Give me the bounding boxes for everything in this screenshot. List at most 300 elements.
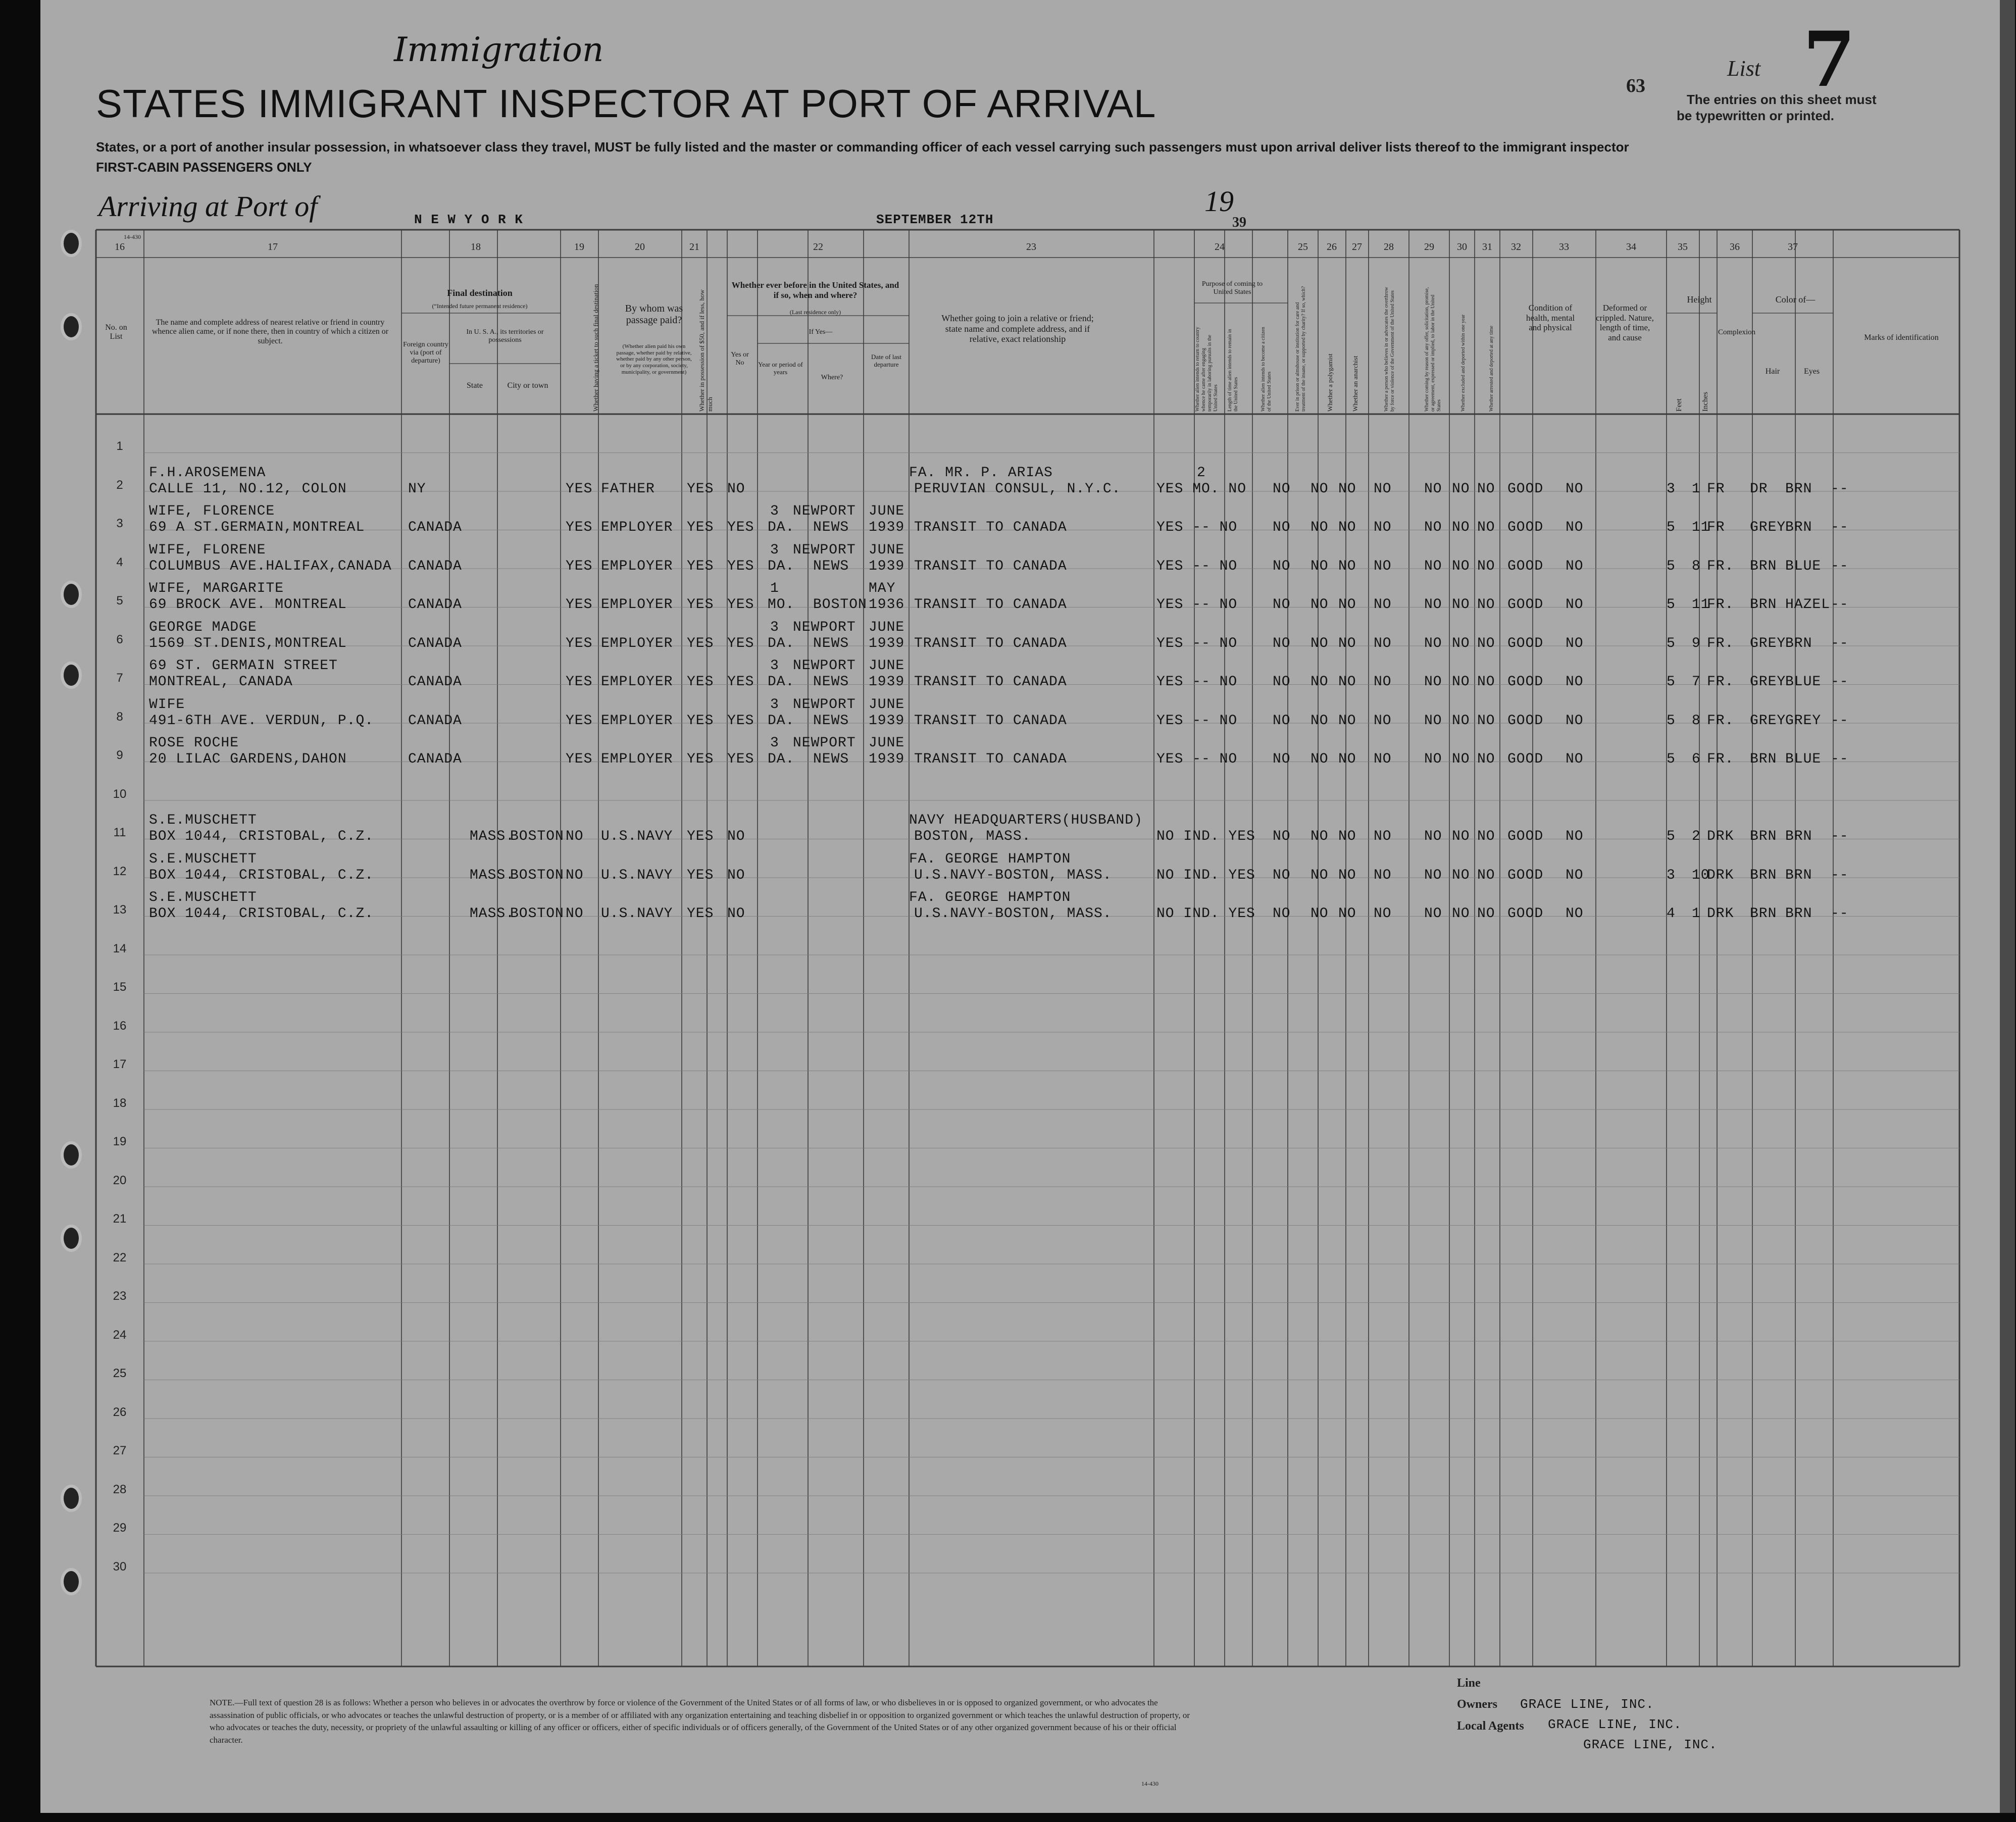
entry-years-top: 1 (770, 581, 779, 596)
entry-marks: -- (1831, 597, 1849, 613)
entry-inches: 10 (1692, 867, 1710, 883)
entry-purpose: NO IND. YES (1156, 829, 1255, 844)
entry-complexion: FR. (1707, 674, 1734, 690)
hdr-purpose: Purpose of coming to United States (1201, 280, 1263, 296)
hdr-passage: By whom was passage paid? (625, 303, 683, 326)
entry-foreign: CANADA (408, 751, 462, 767)
entry-name: WIFE, FLORENE (149, 542, 266, 558)
entry-q30: NO (1452, 520, 1470, 535)
entry-foreign: CANADA (408, 597, 462, 613)
entry-complexion: FR (1707, 520, 1725, 535)
column-number: 24 (1215, 241, 1225, 252)
entry-where: NEWS (813, 751, 849, 767)
hdr-foreign: Foreign country via (port of departure) (403, 341, 448, 365)
entry-hair: BRN (1750, 906, 1777, 922)
entry-health: GOOD (1507, 481, 1544, 497)
entry-where-top: NEWPORT (793, 503, 856, 519)
entry-address: 69 A ST.GERMAIN,MONTREAL (149, 520, 365, 535)
entry-q29: NO (1424, 829, 1442, 844)
entry-name: S.E.MUSCHETT (149, 813, 257, 828)
entry-anarch: NO (1338, 751, 1356, 767)
entry-hair: GREY (1750, 520, 1786, 535)
entry-date: 1939 (869, 751, 905, 767)
agents-value: GRACE LINE, INC. (1548, 1717, 1682, 1732)
entry-ticket: YES (566, 520, 593, 535)
entry-anarch: NO (1338, 520, 1356, 535)
entry-date-top: JUNE (869, 696, 905, 713)
entry-anarch: NO (1338, 829, 1356, 844)
column-number: 31 (1482, 241, 1492, 252)
entry-prison: NO (1273, 867, 1291, 883)
entry-q31: NO (1477, 713, 1495, 729)
entry-where-top: NEWPORT (793, 542, 856, 558)
hdr-final-note: (“Intended future permanent residence) (432, 302, 528, 310)
row-number: 22 (113, 1250, 127, 1264)
entry-name: WIFE (149, 696, 185, 713)
entry-date-top: JUNE (869, 735, 905, 751)
hdr-condition: Condition of health, mental and physical (1526, 303, 1575, 333)
entry-address: 20 LILAC GARDENS,DAHON (149, 751, 347, 767)
hdr-color-of: Color of— (1775, 294, 1816, 305)
year-prefix: 19 (1204, 185, 1234, 218)
entry-polyg: NO (1311, 597, 1329, 613)
hdr-q28: Whether a person who believes in or advocates the overthrow by force or violence of the Government of the United States (1384, 287, 1395, 412)
hdr-complexion: Complexion (1718, 328, 1756, 336)
entry-health: GOOD (1507, 674, 1544, 690)
entry-before: NO (727, 867, 745, 883)
entry-q29: NO (1424, 597, 1442, 613)
entry-state: MASS. (470, 829, 515, 844)
column-number: 23 (1026, 241, 1036, 252)
row-number: 27 (113, 1444, 127, 1457)
entry-prison: NO (1273, 558, 1291, 574)
entry-eyes: BLUE (1785, 558, 1822, 574)
column-number: 21 (689, 241, 699, 252)
entry-q28: NO (1374, 635, 1392, 651)
arrival-date: SEPTEMBER 12TH (876, 212, 994, 227)
entry-feet: 5 (1667, 635, 1676, 651)
manifest-sheet (40, 0, 2000, 1813)
entry-hair: BRN (1750, 558, 1777, 574)
entry-marks: -- (1831, 829, 1849, 844)
entry-feet: 5 (1667, 751, 1676, 767)
entry-deformed: NO (1566, 829, 1584, 844)
entry-date: 1939 (869, 558, 905, 574)
entry-inches: 7 (1692, 674, 1701, 690)
entry-anarch: NO (1338, 597, 1356, 613)
arriving-label: Arriving at Port of (98, 190, 318, 223)
entry-date-top: MAY (869, 581, 896, 596)
entry-address: 491-6TH AVE. VERDUN, P.Q. (149, 713, 374, 729)
entry-q29: NO (1424, 751, 1442, 767)
entry-paid: EMPLOYER (601, 713, 673, 729)
entry-years-top: 3 (770, 503, 779, 519)
entry-join: TRANSIT TO CANADA (914, 520, 1067, 535)
entry-marks: -- (1831, 906, 1849, 922)
entry-eyes: BRN (1785, 481, 1812, 497)
row-number: 28 (113, 1482, 127, 1496)
row-number: 24 (113, 1328, 127, 1342)
hdr-feet: Feet (1675, 398, 1683, 412)
entry-address: BOX 1044, CRISTOBAL, C.Z. (149, 829, 374, 844)
entry-marks: -- (1831, 635, 1849, 651)
entry-inches: 11 (1692, 520, 1710, 535)
entry-q29: NO (1424, 674, 1442, 690)
entry-years-top: 3 (770, 658, 779, 674)
entry-feet: 3 (1667, 481, 1676, 497)
entry-where: NEWS (813, 635, 849, 651)
entry-date-top: JUNE (869, 619, 905, 635)
row-number: 9 (116, 748, 123, 762)
entry-q30: NO (1452, 867, 1470, 883)
entry-before: YES (727, 520, 754, 535)
entry-q29: NO (1424, 520, 1442, 535)
entry-paid: EMPLOYER (601, 751, 673, 767)
entry-ticket: NO (566, 867, 584, 883)
entry-ticket: YES (566, 635, 593, 651)
agents-value-2: GRACE LINE, INC. (1583, 1737, 1718, 1752)
instructions: States, or a port of another insular possession, in whatsoever class they travel, MUST be fully listed and the master or commanding officer of each vessel carrying such passengers must upon arrival deliver lists thereof to the immigrant inspector (96, 139, 1629, 155)
column-number: 28 (1384, 241, 1394, 252)
hdr-eyes: Eyes (1803, 367, 1820, 376)
entry-q31: NO (1477, 481, 1495, 497)
hdr-no-on-list: No. on List (105, 323, 127, 341)
binder-hole (61, 230, 82, 257)
entry-deformed: NO (1566, 751, 1584, 767)
entry-q29: NO (1424, 713, 1442, 729)
entry-purpose-top: 2 (1197, 465, 1206, 481)
entry-join: TRANSIT TO CANADA (914, 558, 1067, 574)
footer-form-code: 14-430 (1141, 1780, 1158, 1787)
column-number: 25 (1298, 241, 1308, 252)
entry-deformed: NO (1566, 481, 1584, 497)
hdr-ever-before: Whether ever before in the United States, and if so, when and where? (731, 280, 899, 300)
entry-years: DA. (768, 674, 795, 690)
entry-join: TRANSIT TO CANADA (914, 635, 1067, 651)
row-number: 26 (113, 1405, 127, 1419)
row-number: 3 (116, 517, 123, 530)
entry-q30: NO (1452, 829, 1470, 844)
hdr-anarchist: Whether an anarchist (1351, 356, 1359, 412)
entry-eyes: BLUE (1785, 674, 1822, 690)
entry-state: MASS. (470, 867, 515, 883)
page-title: STATES IMMIGRANT INSPECTOR AT PORT OF ARRIVAL (96, 81, 1156, 126)
entry-paid: EMPLOYER (601, 674, 673, 690)
entry-eyes: GREY (1785, 713, 1822, 729)
hdr-inches: Inches (1701, 391, 1709, 412)
entry-years: MO. (768, 597, 795, 613)
entry-before: YES (727, 713, 754, 729)
entry-purpose: NO IND. YES (1156, 906, 1255, 922)
entry-ticket: YES (566, 481, 593, 497)
entry-paid: EMPLOYER (601, 635, 673, 651)
entry-where-top: NEWPORT (793, 658, 856, 674)
hdr-purpose-a: Whether alien intends to return to country whence he came after engaging temporarily in laboring pursuits in the United States (1195, 327, 1219, 412)
entry-date: 1936 (869, 597, 905, 613)
entry-feet: 5 (1667, 597, 1676, 613)
column-number: 16 (115, 241, 125, 252)
entry-hair: GREY (1750, 635, 1786, 651)
entry-purpose: YES -- NO (1156, 520, 1238, 535)
column-number: 20 (635, 241, 645, 252)
owners-label: Owners (1457, 1698, 1497, 1711)
entry-name: GEORGE MADGE (149, 619, 257, 635)
entry-paid: EMPLOYER (601, 597, 673, 613)
entry-health: GOOD (1507, 751, 1544, 767)
entry-q29: NO (1424, 906, 1442, 922)
hdr-where: Where? (821, 374, 843, 381)
entry-purpose: YES -- NO (1156, 674, 1238, 690)
entry-prison: NO (1273, 751, 1291, 767)
entry-polyg: NO (1311, 558, 1329, 574)
row-number: 12 (113, 864, 127, 878)
entry-years-top: 3 (770, 696, 779, 713)
entry-ticket: NO (566, 906, 584, 922)
entry-q29: NO (1424, 635, 1442, 651)
row-number: 5 (116, 594, 123, 608)
entry-years: DA. (768, 520, 795, 535)
line-label: Line (1457, 1677, 1481, 1690)
entry-foreign: CANADA (408, 558, 462, 574)
entry-q29: NO (1424, 558, 1442, 574)
entry-feet: 5 (1667, 558, 1676, 574)
entry-purpose: YES -- NO (1156, 558, 1238, 574)
entry-where-top: NEWPORT (793, 696, 856, 713)
entry-city: BOSTON (510, 829, 564, 844)
entry-complexion: FR (1707, 481, 1725, 497)
hdr-name-address: The name and complete address of nearest relative or friend in country whence alien came, or if none there, then in country of which a citizen or subject. (152, 318, 389, 345)
entry-address: 69 BROCK AVE. MONTREAL (149, 597, 347, 613)
port-name: N E W Y O R K (414, 212, 523, 227)
entry-q31: NO (1477, 906, 1495, 922)
entry-ticket: YES (566, 751, 593, 767)
entry-before: YES (727, 674, 754, 690)
entry-marks: -- (1831, 867, 1849, 883)
entry-marks: -- (1831, 713, 1849, 729)
hdr-year-period: Year or period of years (758, 361, 803, 376)
entry-where-top: NEWPORT (793, 735, 856, 751)
entry-health: GOOD (1507, 829, 1544, 844)
binder-hole (61, 1485, 82, 1512)
entry-paid: EMPLOYER (601, 520, 673, 535)
entry-q28: NO (1374, 713, 1392, 729)
entry-q30: NO (1452, 751, 1470, 767)
row-number: 4 (116, 555, 123, 569)
entry-q30: NO (1452, 713, 1470, 729)
entry-date-top: JUNE (869, 658, 905, 674)
entry-foreign: NY (408, 481, 426, 497)
row-number: 10 (113, 787, 127, 801)
entry-marks: -- (1831, 751, 1849, 767)
entry-hair: BRN (1750, 597, 1777, 613)
entry-inches: 9 (1692, 635, 1701, 651)
row-number: 18 (113, 1096, 127, 1110)
agents-label: Local Agents (1457, 1719, 1524, 1733)
entry-eyes: BLUE (1785, 751, 1822, 767)
entry-join-top: FA. GEORGE HAMPTON (909, 851, 1071, 867)
binder-hole (61, 1225, 82, 1252)
column-number: 19 (574, 241, 584, 252)
column-number: 34 (1626, 241, 1636, 252)
entry-marks: -- (1831, 674, 1849, 690)
entry-inches: 2 (1692, 829, 1701, 844)
entry-money: YES (687, 867, 714, 883)
entry-inches: 8 (1692, 713, 1701, 729)
entry-address: 1569 ST.DENIS,MONTREAL (149, 635, 347, 651)
entry-money: YES (687, 713, 714, 729)
entry-state: MASS. (470, 906, 515, 922)
entry-hair: GREY (1750, 713, 1786, 729)
entry-polyg: NO (1311, 674, 1329, 690)
entry-health: GOOD (1507, 713, 1544, 729)
entry-city: BOSTON (510, 906, 564, 922)
class-line: FIRST-CABIN PASSENGERS ONLY (96, 160, 312, 175)
entry-q30: NO (1452, 906, 1470, 922)
entry-before: NO (727, 829, 745, 844)
hdr-state: State (467, 381, 483, 390)
entry-where: BOSTON (813, 597, 867, 613)
entry-join: BOSTON, MASS. (914, 829, 1031, 844)
entry-where: NEWS (813, 674, 849, 690)
entry-years-top: 3 (770, 542, 779, 558)
entry-before: YES (727, 635, 754, 651)
year-suffix: 39 (1232, 215, 1246, 230)
entry-marks: -- (1831, 481, 1849, 497)
entry-marks: -- (1831, 520, 1849, 535)
entry-where: NEWS (813, 713, 849, 729)
entry-q28: NO (1374, 520, 1392, 535)
entry-years: DA. (768, 713, 795, 729)
binder-hole (61, 581, 82, 608)
entry-join-top: FA. MR. P. ARIAS (909, 465, 1053, 481)
row-number: 7 (116, 671, 123, 685)
entry-name: WIFE, MARGARITE (149, 581, 284, 596)
entry-polyg: NO (1311, 520, 1329, 535)
entry-feet: 4 (1667, 906, 1676, 922)
entry-eyes: HAZEL (1785, 597, 1831, 613)
entry-paid: U.S.NAVY (601, 867, 673, 883)
hdr-q30: Whether excluded and deported within one year (1460, 314, 1466, 412)
entry-complexion: FR. (1707, 713, 1734, 729)
entry-ticket: YES (566, 558, 593, 574)
entry-q30: NO (1452, 597, 1470, 613)
entry-purpose: NO IND. YES (1156, 867, 1255, 883)
column-number: 17 (268, 241, 278, 252)
column-number: 27 (1352, 241, 1362, 252)
entry-date: 1939 (869, 713, 905, 729)
entry-before: NO (727, 906, 745, 922)
row-number: 30 (113, 1559, 127, 1574)
hdr-height: Height (1687, 294, 1712, 305)
entry-q30: NO (1452, 481, 1470, 497)
entry-address: BOX 1044, CRISTOBAL, C.Z. (149, 867, 374, 883)
entry-ticket: NO (566, 829, 584, 844)
entry-ticket: YES (566, 674, 593, 690)
entry-date: 1939 (869, 674, 905, 690)
entry-join: TRANSIT TO CANADA (914, 751, 1067, 767)
entry-join: U.S.NAVY-BOSTON, MASS. (914, 906, 1112, 922)
entry-hair: GREY (1750, 674, 1786, 690)
entry-prison: NO (1273, 713, 1291, 729)
entry-money: YES (687, 751, 714, 767)
entry-name: ROSE ROCHE (149, 735, 239, 751)
entry-feet: 5 (1667, 520, 1676, 535)
entry-foreign: CANADA (408, 713, 462, 729)
entry-q28: NO (1374, 867, 1392, 883)
entry-q31: NO (1477, 751, 1495, 767)
entry-inches: 11 (1692, 597, 1710, 613)
entry-complexion: DRK (1707, 906, 1734, 922)
entry-q31: NO (1477, 520, 1495, 535)
entry-q29: NO (1424, 481, 1442, 497)
entry-deformed: NO (1566, 597, 1584, 613)
entry-inches: 8 (1692, 558, 1701, 574)
entry-prison: NO (1273, 635, 1291, 651)
row-number: 29 (113, 1521, 127, 1535)
entry-health: GOOD (1507, 597, 1544, 613)
entry-before: NO (727, 481, 745, 497)
entry-complexion: DRK (1707, 829, 1734, 844)
entry-complexion: FR. (1707, 751, 1734, 767)
entry-eyes: BRN (1785, 867, 1812, 883)
entry-health: GOOD (1507, 867, 1544, 883)
entry-money: YES (687, 520, 714, 535)
hdr-purpose-b: Length of time alien intends to remain in the United States (1227, 329, 1239, 412)
entry-name: S.E.MUSCHETT (149, 851, 257, 867)
hdr-prison: Ever in prison or almshouse or institution for care and treatment of the insane, or supported by charity? If so, which? (1295, 286, 1306, 412)
column-number: 30 (1457, 241, 1467, 252)
entry-deformed: NO (1566, 713, 1584, 729)
row-number: 13 (113, 903, 127, 917)
row-number: 17 (113, 1057, 127, 1071)
entry-join: U.S.NAVY-BOSTON, MASS. (914, 867, 1112, 883)
hdr-q29: Whether coming by reason of any offer, solicitation, promise, or agreement, expressed or implied, to labor in the United States (1424, 287, 1442, 412)
entry-hair: BRN (1750, 751, 1777, 767)
entry-q28: NO (1374, 674, 1392, 690)
entry-inches: 1 (1692, 906, 1701, 922)
column-number: 37 (1788, 241, 1798, 252)
entry-money: YES (687, 558, 714, 574)
entry-date: 1939 (869, 635, 905, 651)
entry-polyg: NO (1311, 751, 1329, 767)
entry-anarch: NO (1338, 481, 1356, 497)
entry-q28: NO (1374, 597, 1392, 613)
entry-paid: FATHER (601, 481, 655, 497)
entry-address: CALLE 11, NO.12, COLON (149, 481, 347, 497)
entry-anarch: NO (1338, 558, 1356, 574)
entry-before: YES (727, 597, 754, 613)
hdr-possession-50: Whether in possession of $50, and if less, how much (698, 289, 714, 412)
entry-money: YES (687, 481, 714, 497)
entry-years: DA. (768, 635, 795, 651)
entry-deformed: NO (1566, 906, 1584, 922)
entry-paid: U.S.NAVY (601, 829, 673, 844)
entry-name: WIFE, FLORENCE (149, 503, 275, 519)
row-number: 23 (113, 1289, 127, 1303)
entry-q30: NO (1452, 635, 1470, 651)
row-number: 21 (113, 1212, 127, 1226)
entry-name: F.H.AROSEMENA (149, 465, 266, 481)
entry-ticket: YES (566, 713, 593, 729)
hdr-join-relative: Whether going to join a relative or friend; state name and complete address, and if relative, exact relationship (941, 313, 1094, 344)
entry-purpose: YES -- NO (1156, 635, 1238, 651)
column-number: 35 (1678, 241, 1688, 252)
entry-health: GOOD (1507, 635, 1544, 651)
entry-purpose: YES MO. NO (1156, 481, 1247, 497)
entry-prison: NO (1273, 597, 1291, 613)
entry-join: PERUVIAN CONSUL, N.Y.C. (914, 481, 1121, 497)
hdr-ticket: Whether having a ticket to such final destination (592, 284, 599, 412)
